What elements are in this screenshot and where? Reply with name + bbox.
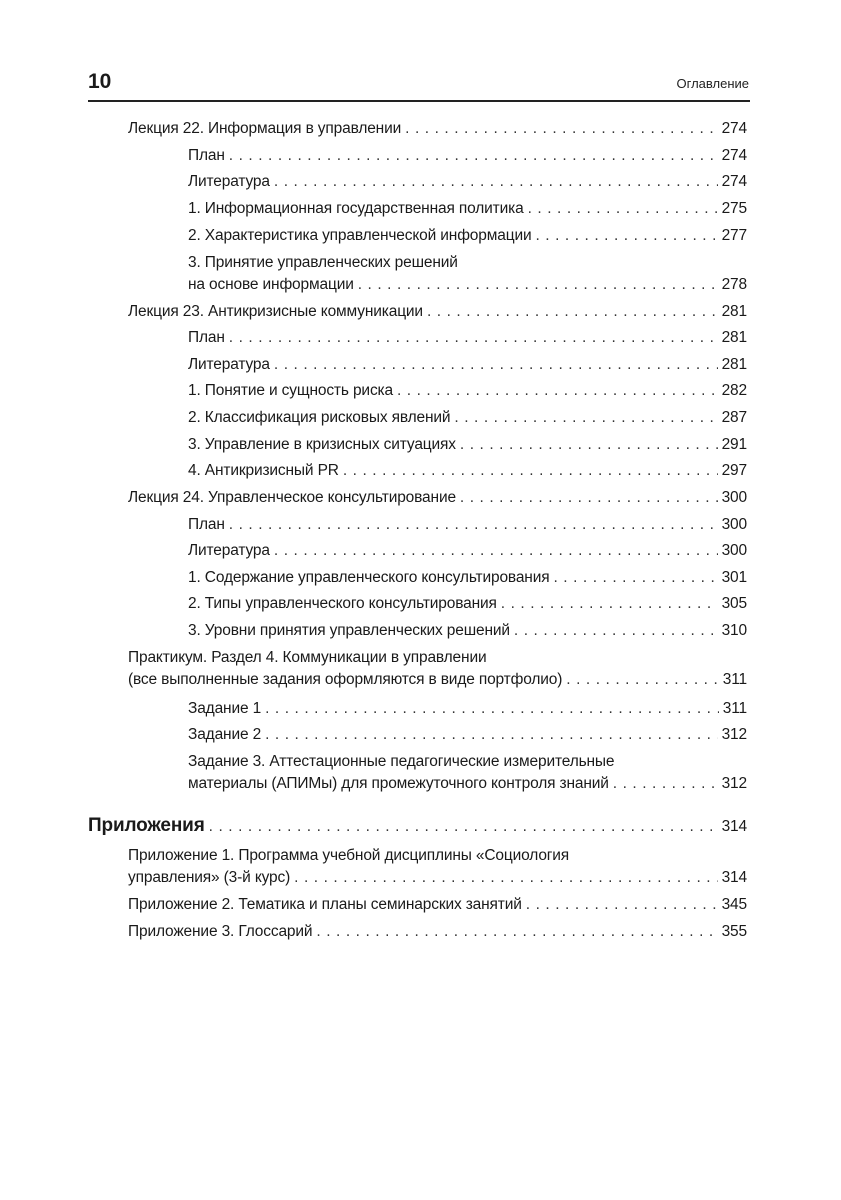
toc-entry[interactable] (188, 145, 747, 167)
toc-entry[interactable] (188, 460, 747, 482)
toc-page-number: 274 (721, 147, 747, 164)
dot-leader (553, 567, 717, 589)
toc-entry-title: Задание 3. Аттестационные педагогические измерительные (188, 753, 615, 770)
toc-page-number: 311 (722, 700, 747, 717)
toc-entry-title: Литература (188, 173, 270, 190)
toc-entry[interactable] (188, 514, 747, 536)
toc-entry[interactable] (188, 354, 747, 376)
toc-page-number: 282 (721, 382, 747, 399)
toc-page-number: 355 (721, 923, 747, 940)
toc-entry-line (188, 698, 747, 720)
dot-leader (274, 540, 718, 562)
dot-leader (528, 198, 718, 220)
dot-leader (405, 118, 717, 140)
toc-entry-line (128, 894, 747, 916)
toc-entry-title: Лекция 23. Антикризисные коммуникации (128, 303, 423, 320)
toc-entry[interactable] (188, 540, 747, 562)
toc-entry-title: Задание 1 (188, 700, 262, 717)
dot-leader (613, 773, 718, 795)
toc-entry-line (188, 567, 747, 589)
toc-page-number: 281 (721, 303, 747, 320)
dot-leader (265, 698, 719, 720)
toc-entry-line (128, 487, 747, 509)
toc-entry-line (188, 145, 747, 167)
toc-entry-line (188, 540, 747, 562)
page-number: 10 (88, 70, 112, 93)
toc-entry-title: материалы (АПИМы) для промежуточного контроля знаний (188, 775, 609, 792)
toc-page-number: 310 (721, 622, 747, 639)
toc-page-number: 301 (721, 569, 747, 586)
dot-leader (209, 816, 718, 838)
toc-entry-title: Приложение 2. Тематика и планы семинарских занятий (128, 896, 522, 913)
toc-entry-title: Лекция 22. Информация в управлении (128, 120, 402, 137)
toc-entry[interactable] (188, 407, 747, 429)
toc-entry[interactable] (128, 845, 747, 889)
toc-entry-line (188, 434, 747, 456)
toc-entry[interactable] (128, 487, 747, 509)
toc-entry[interactable] (188, 751, 747, 795)
toc-entry-title: 4. Антикризисный PR (188, 462, 339, 479)
toc-page-number: 297 (721, 462, 747, 479)
header-rule (88, 100, 750, 102)
toc-entry[interactable] (128, 894, 747, 916)
toc-entry-title: 2. Характеристика управленческой информации (188, 227, 532, 244)
toc-entry-line (188, 773, 747, 795)
toc-page-number: 274 (721, 120, 747, 137)
toc-page-number: 312 (721, 775, 747, 792)
dot-leader (535, 225, 717, 247)
toc-page-number: 291 (721, 436, 747, 453)
toc-entry-line (128, 867, 747, 889)
dot-leader (526, 894, 718, 916)
toc-page-number: 312 (721, 726, 747, 743)
toc-entry-title: 1. Понятие и сущность риска (188, 382, 393, 399)
toc-entry-title: 2. Типы управленческого консультирования (188, 595, 497, 612)
toc-entry[interactable] (188, 225, 747, 247)
toc-entry-title: 3. Принятие управленческих решений (188, 254, 458, 271)
dot-leader (427, 301, 718, 323)
toc-entry[interactable] (88, 815, 747, 838)
dot-leader (397, 380, 718, 402)
toc-page-number: 305 (721, 595, 747, 612)
dot-leader (229, 514, 718, 536)
toc-entry[interactable] (128, 921, 747, 943)
toc-entry-line (188, 274, 747, 296)
dot-leader (460, 487, 718, 509)
toc-entry-title: Задание 2 (188, 726, 262, 743)
toc-entry-line (128, 301, 747, 323)
toc-entry-line (188, 514, 747, 536)
toc-entry-title: Практикум. Раздел 4. Коммуникации в управлении (128, 649, 487, 666)
toc-page-number: 314 (721, 869, 747, 886)
running-title: Оглавление (676, 76, 749, 91)
dot-leader (265, 724, 718, 746)
toc-entry-title: Литература (188, 542, 270, 559)
toc-entry[interactable] (188, 327, 747, 349)
toc-entry-line (188, 225, 747, 247)
dot-leader (501, 593, 718, 615)
dot-leader (274, 171, 718, 193)
toc-entry-line-continued (188, 751, 747, 773)
dot-leader (274, 354, 718, 376)
toc-entry-title: План (188, 329, 225, 346)
dot-leader (343, 460, 718, 482)
toc-page-number: 300 (721, 542, 747, 559)
toc-page-number: 300 (721, 516, 747, 533)
toc-entry-title: (все выполненные задания оформляются в виде портфолио) (128, 671, 563, 688)
dot-leader (460, 434, 718, 456)
toc-entry-line (188, 198, 747, 220)
toc-page-number: 274 (721, 173, 747, 190)
toc-entry-title: 3. Уровни принятия управленческих решений (188, 622, 510, 639)
dot-leader (358, 274, 718, 296)
toc-entry-line (188, 593, 747, 615)
toc-entry-title: Приложение 3. Глоссарий (128, 923, 313, 940)
toc-entry-title: 1. Информационная государственная политика (188, 200, 524, 217)
toc-entry[interactable] (128, 301, 747, 323)
toc-page-number: 281 (721, 356, 747, 373)
toc-page-number: 281 (721, 329, 747, 346)
toc-entry-line (188, 460, 747, 482)
dot-leader (229, 145, 718, 167)
toc-page-number: 277 (721, 227, 747, 244)
toc-page-number: 287 (721, 409, 747, 426)
toc-entry-line (128, 118, 747, 140)
toc-entry-line (188, 407, 747, 429)
toc-entry[interactable] (188, 171, 747, 193)
toc-page-number: 275 (721, 200, 747, 217)
toc-entry[interactable] (188, 724, 747, 746)
toc-entry[interactable] (188, 434, 747, 456)
toc-entry-line (188, 354, 747, 376)
dot-leader (454, 407, 717, 429)
toc-entry[interactable] (188, 593, 747, 615)
dot-leader (316, 921, 717, 943)
toc-page-number: 311 (722, 671, 747, 688)
toc-entry-title: Приложение 1. Программа учебной дисциплины «Социология (128, 847, 570, 864)
toc-entry-title: Приложения (88, 815, 205, 836)
toc-entry-line (128, 669, 747, 691)
toc-page-number: 314 (721, 818, 747, 835)
toc-entry-line (188, 327, 747, 349)
toc-entry[interactable] (188, 567, 747, 589)
toc-page-number: 300 (721, 489, 747, 506)
toc-entry-title: управления» (3-й курс) (128, 869, 291, 886)
toc-entry[interactable] (188, 252, 747, 296)
toc-entry-title: 1. Содержание управленческого консультирования (188, 569, 550, 586)
toc-entry-line (188, 620, 747, 642)
toc-entry[interactable] (188, 698, 747, 720)
toc-entry[interactable] (188, 620, 747, 642)
toc-entry-line-continued (188, 252, 747, 274)
toc-entry[interactable] (188, 380, 747, 402)
toc-entry-line (128, 921, 747, 943)
toc-entry-title: на основе информации (188, 276, 354, 293)
toc-entry-line (188, 171, 747, 193)
toc-entry-line (188, 724, 747, 746)
toc-page-number: 278 (721, 276, 747, 293)
dot-leader (229, 327, 718, 349)
toc-entry-line-continued (128, 845, 747, 867)
toc-entry-title: Лекция 24. Управленческое консультирование (128, 489, 456, 506)
toc-entry-line (88, 815, 747, 838)
toc-entry-line (188, 380, 747, 402)
toc-entry-title: 3. Управление в кризисных ситуациях (188, 436, 456, 453)
dot-leader (566, 669, 718, 691)
toc-entry-title: 2. Классификация рисковых явлений (188, 409, 451, 426)
dot-leader (514, 620, 718, 642)
toc-entry-title: План (188, 147, 225, 164)
toc-entry[interactable] (128, 647, 747, 691)
toc-entry[interactable] (188, 198, 747, 220)
dot-leader (294, 867, 717, 889)
toc-page-number: 345 (721, 896, 747, 913)
toc-entry-line-continued (128, 647, 747, 669)
toc-entry-title: Литература (188, 356, 270, 373)
toc-entry[interactable] (128, 118, 747, 140)
toc-entry-title: План (188, 516, 225, 533)
